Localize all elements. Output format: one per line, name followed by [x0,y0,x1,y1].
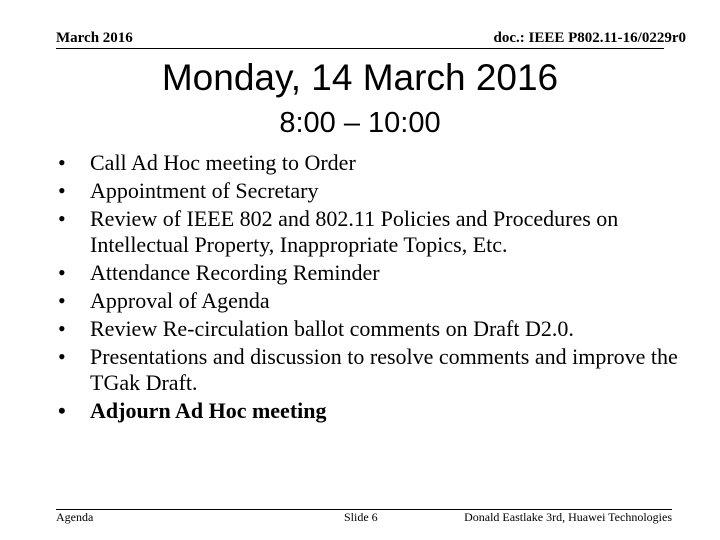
agenda-item [58,260,688,286]
agenda-item-text: Appointment of Secretary [90,178,319,203]
agenda-item [58,316,688,342]
agenda-item [58,150,688,176]
bullet-icon: • [58,288,66,313]
agenda-item [58,288,688,314]
bullet-icon: • [58,178,66,203]
agenda-item-text: Approval of Agenda [90,288,270,313]
agenda-item-text: Review of IEEE 802 and 802.11 Policies and Procedures on Intellectual Property, Inappropriate Topics, Etc. [90,206,619,257]
agenda-item [58,178,688,204]
header-rule [56,48,664,49]
bullet-icon: • [58,260,66,285]
footer-section: Agenda [56,510,94,524]
agenda-item-text: Adjourn Ad Hoc meeting [90,398,327,423]
agenda-item-text: Review Re-circulation ballot comments on Draft D2.0. [90,316,574,341]
bullet-icon: • [58,398,66,423]
agenda-item-text: Presentations and discussion to resolve comments and improve the TGak Draft. [90,344,678,395]
agenda-item-adjourn [58,398,688,424]
agenda-list [58,150,688,426]
footer-author: Donald Eastlake 3rd, Huawei Technologies [464,510,672,524]
bullet-icon: • [58,150,66,175]
bullet-icon: • [58,316,66,341]
header-date: March 2016 [56,30,133,46]
agenda-item [58,206,688,258]
bullet-icon: • [58,344,66,369]
agenda-item-text: Attendance Recording Reminder [90,260,380,285]
agenda-item [58,344,688,396]
slide-title: Monday, 14 March 2016 [161,57,559,98]
footer-slide-number: Slide 6 [344,510,378,524]
slide-subtitle: 8:00 – 10:00 [279,107,441,139]
header-doc-id: doc.: IEEE P802.11-16/0229r0 [493,30,686,46]
bullet-icon: • [58,206,66,231]
agenda-item-text: Call Ad Hoc meeting to Order [90,150,356,175]
